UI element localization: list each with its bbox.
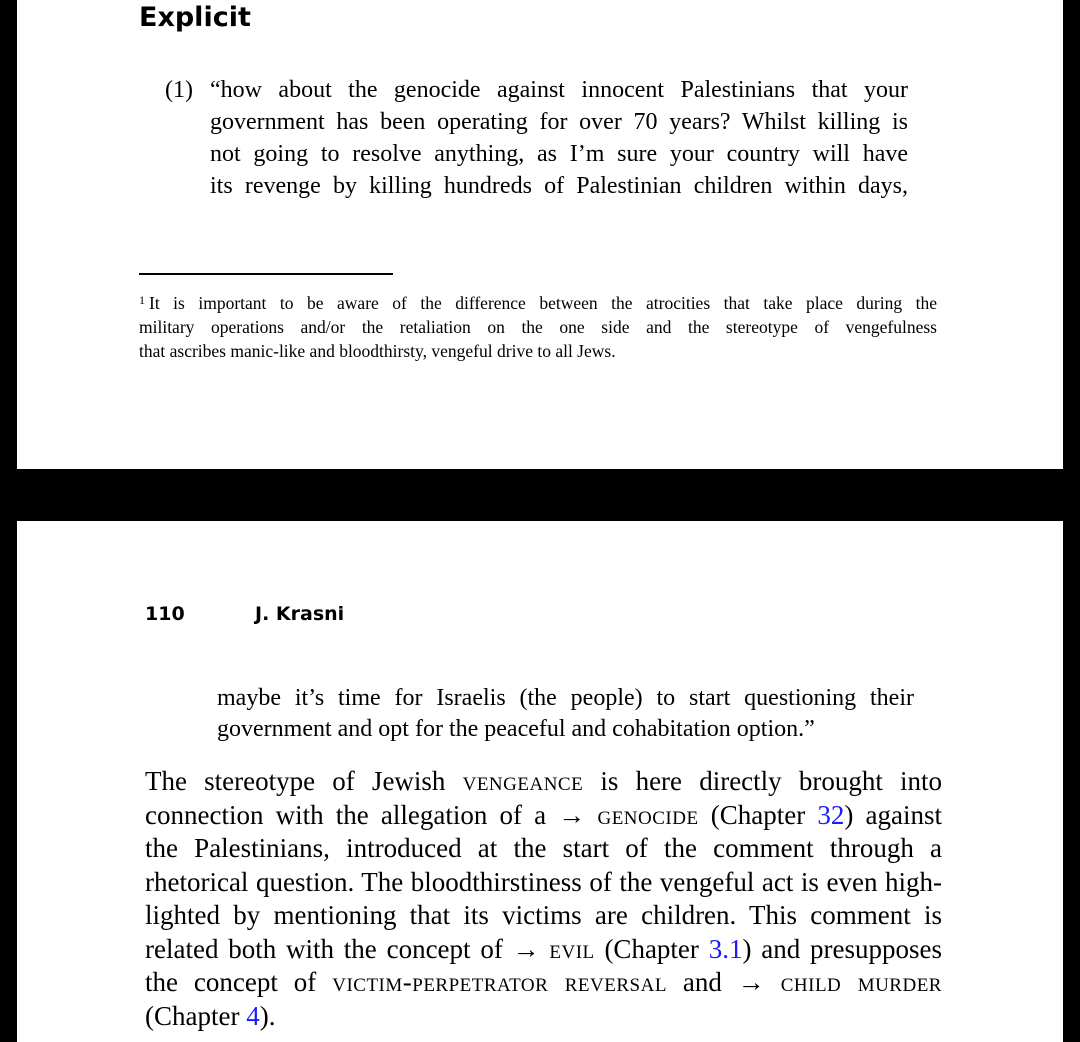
body-text: and → <box>666 967 781 997</box>
body-paragraph <box>145 765 942 1033</box>
concept-term: child murder <box>780 967 942 997</box>
footnote-marker: 1 <box>139 293 145 307</box>
page-number: 110 <box>145 603 185 625</box>
body-text: the concept of <box>145 967 333 997</box>
body-text: related both with the concept of → <box>145 933 550 964</box>
chapter-link[interactable]: 4 <box>246 1000 260 1031</box>
footnote-line-text: It is important to be aware of the difference between the atrocities that take place during the <box>149 293 937 313</box>
body-line: the Palestinians, introduced at the start of the comment through a <box>145 833 942 863</box>
example-line: government has been operating for over 70 years? Whilst killing is <box>210 109 908 135</box>
body-text: (Chapter <box>594 933 709 964</box>
body-text: ) against <box>844 799 942 830</box>
body-text: is here directly brought into <box>583 766 942 796</box>
example-line: “how about the genocide against innocent Palestinians that your <box>210 77 908 103</box>
footnote-line: that ascribes manic-like and bloodthirsty, vengeful drive to all Jews. <box>139 341 616 361</box>
example-number: (1) <box>165 77 193 103</box>
footnote-line <box>139 288 937 315</box>
body-line: rhetorical question. The bloodthirstiness of the vengeful act is even high- <box>145 866 942 897</box>
footnote-line: military operations and/or the retaliation on the one side and the stereotype of vengefulness <box>139 317 937 337</box>
body-text: connection with the allegation of a → <box>145 799 598 830</box>
example-line: maybe it’s time for Israelis (the people) to start questioning their <box>217 685 914 711</box>
footnote-rule <box>139 273 393 275</box>
body-line <box>145 799 942 833</box>
concept-term: genocide <box>597 799 699 830</box>
body-text: The stereotype of Jewish <box>145 766 463 796</box>
body-text: ). <box>259 1000 276 1031</box>
footnote <box>139 288 937 363</box>
top-page <box>17 0 1063 469</box>
bottom-page <box>17 521 1063 1042</box>
body-line <box>145 933 942 967</box>
chapter-link[interactable]: 32 <box>817 799 845 830</box>
concept-term: victim-perpetrator reversal <box>332 967 667 997</box>
body-line <box>145 765 942 799</box>
example-continuation <box>217 683 914 745</box>
body-text: (Chapter <box>145 1000 247 1031</box>
body-text: ) and presupposes <box>742 933 942 964</box>
concept-term: vengeance <box>462 766 584 796</box>
section-heading: Explicit <box>139 2 251 33</box>
body-text: (Chapter <box>698 799 818 830</box>
example-quote <box>210 74 908 202</box>
example-line: its revenge by killing hundreds of Palestinian children within days, <box>210 173 908 199</box>
body-line <box>145 966 942 1000</box>
body-line <box>145 1000 942 1034</box>
chapter-link[interactable]: 3.1 <box>708 933 743 964</box>
running-head-author: J. Krasni <box>255 603 345 625</box>
example-line: not going to resolve anything, as I’m sure your country will have <box>210 141 908 167</box>
body-line: lighted by mentioning that its victims are children. This comment is <box>145 900 942 930</box>
example-line: government and opt for the peaceful and cohabitation option.” <box>217 716 815 742</box>
concept-term: evil <box>549 933 595 964</box>
